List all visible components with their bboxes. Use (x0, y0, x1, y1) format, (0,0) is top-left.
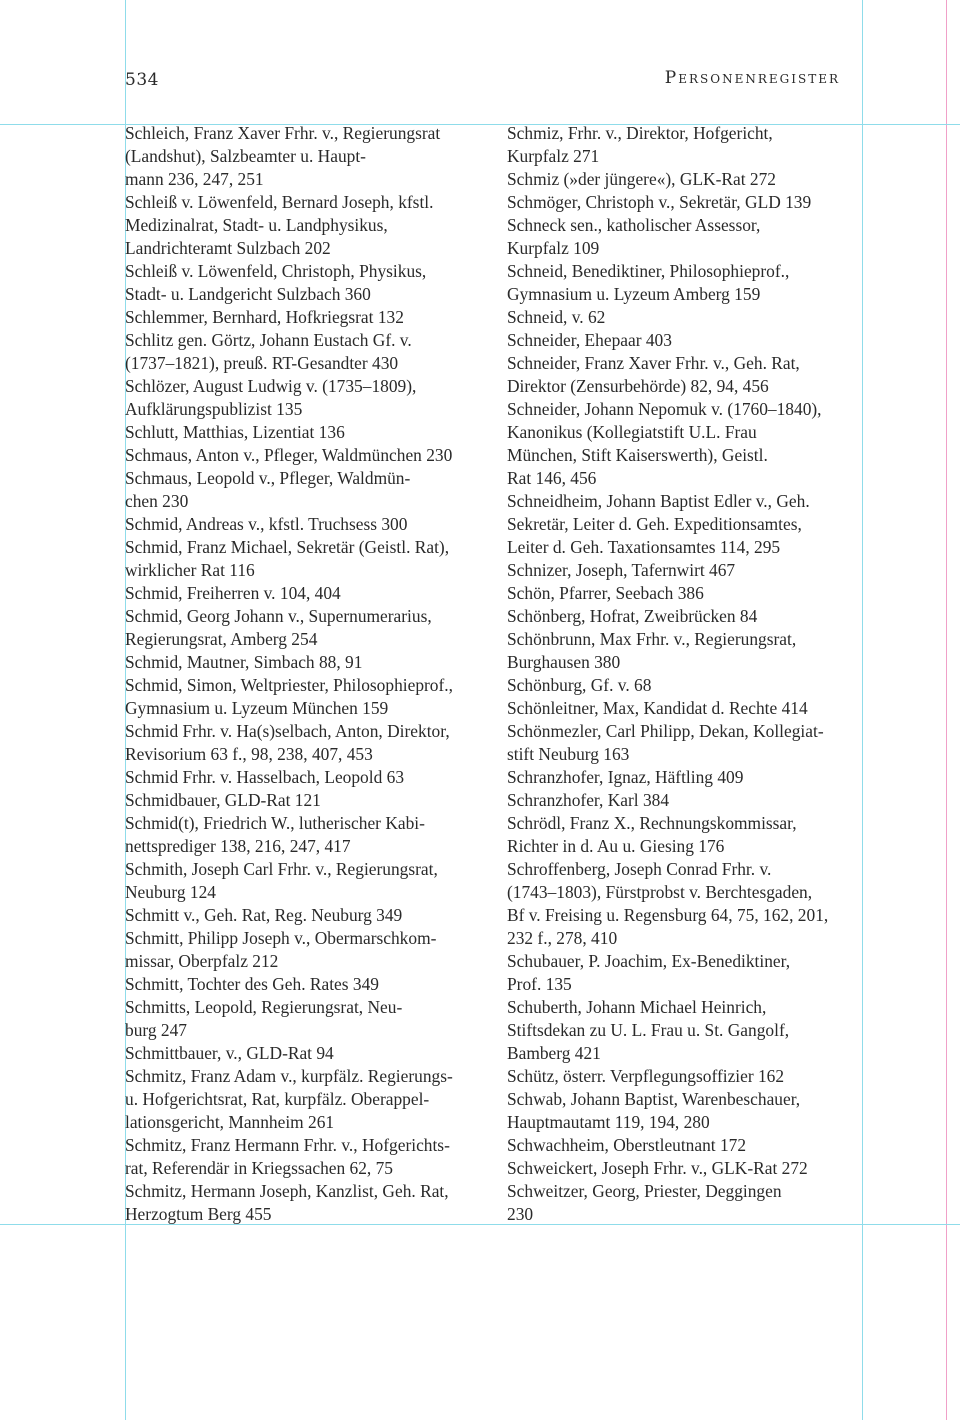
index-entry-line: Schnizer, Joseph, Tafernwirt 467 (507, 560, 736, 580)
index-entry-line: Schönbrunn, Max Frhr. v., Regierungsrat, (507, 629, 797, 649)
index-entry-line: Schön, Pfarrer, Seebach 386 (507, 583, 704, 603)
index-entry-line: Aufklärungspublizist 135 (125, 399, 303, 419)
index-entry-line: Schranzhofer, Karl 384 (507, 790, 670, 810)
index-entry-line: Schmitts, Leopold, Regierungsrat, Neu- (125, 997, 403, 1017)
index-entry-line: Schmitt v., Geh. Rat, Reg. Neuburg 349 (125, 905, 403, 925)
index-entry-line: Schlitz gen. Görtz, Johann Eustach Gf. v. (125, 330, 412, 350)
index-entry (125, 421, 485, 444)
index-entry-line: Landrichteramt Sulzbach 202 (125, 238, 331, 258)
index-entry-line: Schmith, Joseph Carl Frhr. v., Regierungsrat, (125, 859, 438, 879)
running-head: Personenregister (664, 68, 840, 88)
index-entry (507, 260, 863, 306)
index-entry-line: Schmitz, Hermann Joseph, Kanzlist, Geh. Rat, (125, 1181, 449, 1201)
index-entry-line: Burghausen 380 (507, 652, 621, 672)
index-entry (125, 812, 485, 858)
index-entry-line: Schmid Frhr. v. Hasselbach, Leopold 63 (125, 767, 405, 787)
index-entry (125, 191, 485, 260)
index-entry (125, 122, 485, 191)
index-entry-line: Schmitt, Philipp Joseph v., Obermarschkom- (125, 928, 437, 948)
index-entry-line: Direktor (Zensurbehörde) 82, 94, 456 (507, 376, 769, 396)
index-entry-line: Schmiz, Frhr. v., Direktor, Hofgericht, (507, 123, 773, 143)
index-entry (125, 674, 485, 720)
index-entry-line: mann 236, 247, 251 (125, 169, 264, 189)
index-entry-line: Schmaus, Anton v., Pfleger, Waldmünchen 230 (125, 445, 453, 465)
index-entry-line: (1737–1821), preuß. RT-Gesandter 430 (125, 353, 399, 373)
index-entry (125, 1065, 485, 1134)
index-entry-line: Revisorium 63 f., 98, 238, 407, 453 (125, 744, 373, 764)
index-entry-line: Schweickert, Joseph Frhr. v., GLK-Rat 272 (507, 1158, 808, 1178)
index-entry-line: Schütz, österr. Verpflegungsoffizier 162 (507, 1066, 785, 1086)
index-entry (507, 812, 863, 858)
index-entry-line: Schranzhofer, Ignaz, Häftling 409 (507, 767, 744, 787)
index-entry (507, 766, 863, 789)
index-entry (507, 950, 863, 996)
index-entry-line: München, Stift Kaiserswerth), Geistl. (507, 445, 768, 465)
index-entry (507, 605, 863, 628)
trim-guide-right (946, 0, 947, 1420)
index-entry-line: Schneider, Franz Xaver Frhr. v., Geh. Rat, (507, 353, 800, 373)
index-entry (125, 260, 485, 306)
index-entry-line: Schmid Frhr. v. Ha(s)selbach, Anton, Direktor, (125, 721, 450, 741)
index-entry (125, 858, 485, 904)
index-entry-line: Schmid, Simon, Weltpriester, Philosophieprof., (125, 675, 453, 695)
index-entry (507, 306, 863, 329)
index-entry-line: lationsgericht, Mannheim 261 (125, 1112, 335, 1132)
index-entry-line: Schmiz (»der jüngere«), GLK-Rat 272 (507, 169, 776, 189)
index-entry-line: burg 247 (125, 1020, 187, 1040)
index-entry-line: Schubauer, P. Joachim, Ex-Benediktiner, (507, 951, 791, 971)
index-entry-line: Richter in d. Au u. Giesing 176 (507, 836, 725, 856)
index-entry (125, 306, 485, 329)
index-entry-line: Schrödl, Franz X., Rechnungskommissar, (507, 813, 797, 833)
index-entry-line: Prof. 135 (507, 974, 572, 994)
index-entry (507, 559, 863, 582)
index-entry-line: Medizinalrat, Stadt- u. Landphysikus, (125, 215, 388, 235)
index-entry-line: Hauptmautamt 119, 194, 280 (507, 1112, 710, 1132)
index-entry (125, 766, 485, 789)
index-entry-line: Schmöger, Christoph v., Sekretär, GLD 139 (507, 192, 812, 212)
index-entry-line: Schönleitner, Max, Kandidat d. Rechte 414 (507, 698, 808, 718)
index-entry (125, 996, 485, 1042)
index-entry-line: Schwab, Johann Baptist, Warenbeschauer, (507, 1089, 801, 1109)
index-entry-line: Schroffenberg, Joseph Conrad Frhr. v. (507, 859, 772, 879)
index-entry-line: Schleiß v. Löwenfeld, Bernard Joseph, kfstl. (125, 192, 434, 212)
index-entry-line: (1743–1803), Fürstprobst v. Berchtesgaden, (507, 882, 813, 902)
index-entry (125, 927, 485, 973)
index-entry-line: Schmid, Andreas v., kfstl. Truchsess 300 (125, 514, 408, 534)
index-entry (125, 536, 485, 582)
index-entry-line: Schönmezler, Carl Philipp, Dekan, Kollegiat- (507, 721, 824, 741)
index-entry-line: Schlemmer, Bernhard, Hofkriegsrat 132 (125, 307, 404, 327)
index-entry (507, 697, 863, 720)
index-entry-line: Schmid, Freiherren v. 104, 404 (125, 583, 341, 603)
index-entry (125, 651, 485, 674)
index-entry (125, 444, 485, 467)
page-number: 534 (125, 70, 159, 90)
index-entry (507, 720, 863, 766)
index-entry (507, 628, 863, 674)
index-entry-line: Schmitz, Franz Hermann Frhr. v., Hofgerichts- (125, 1135, 450, 1155)
index-entry (507, 1180, 863, 1226)
index-entry (125, 582, 485, 605)
index-entry-line: rat, Referendär in Kriegssachen 62, 75 (125, 1158, 394, 1178)
index-entry (125, 513, 485, 536)
index-entry-line: u. Hofgerichtsrat, Rat, kurpfälz. Oberappel- (125, 1089, 430, 1109)
index-entry-line: Gymnasium u. Lyzeum München 159 (125, 698, 389, 718)
index-entry-line: Stiftsdekan zu U. L. Frau u. St. Gangolf, (507, 1020, 790, 1040)
index-entry-line: wirklicher Rat 116 (125, 560, 255, 580)
index-entry-line: Schlözer, August Ludwig v. (1735–1809), (125, 376, 417, 396)
index-entry-line: 232 f., 278, 410 (507, 928, 618, 948)
index-entry-line: Bf v. Freising u. Regensburg 64, 75, 162, 201, (507, 905, 829, 925)
index-entry (125, 329, 485, 375)
index-entry-line: Gymnasium u. Lyzeum Amberg 159 (507, 284, 761, 304)
index-entry (507, 191, 863, 214)
index-entry (507, 1134, 863, 1157)
index-entry (507, 398, 863, 490)
index-entry (507, 582, 863, 605)
index-entry (125, 720, 485, 766)
index-entry-line: Sekretär, Leiter d. Geh. Expeditionsamtes, (507, 514, 802, 534)
index-entry (507, 329, 863, 352)
index-entry-line: Schuberth, Johann Michael Heinrich, (507, 997, 767, 1017)
index-entry (507, 996, 863, 1065)
index-entry-line: Schönburg, Gf. v. 68 (507, 675, 652, 695)
index-entry-line: Schwachheim, Oberstleutnant 172 (507, 1135, 747, 1155)
index-entry-line: Schönberg, Hofrat, Zweibrücken 84 (507, 606, 758, 626)
index-entry (125, 1134, 485, 1180)
index-entry-line: Schmid, Franz Michael, Sekretär (Geistl. Rat), (125, 537, 450, 557)
index-entry-line: Regierungsrat, Amberg 254 (125, 629, 318, 649)
index-entry-line: Schmaus, Leopold v., Pfleger, Waldmün- (125, 468, 411, 488)
index-entry-line: Leiter d. Geh. Taxationsamtes 114, 295 (507, 537, 781, 557)
index-entry (507, 168, 863, 191)
index-entry (125, 904, 485, 927)
index-entry-line: Neuburg 124 (125, 882, 216, 902)
index-entry-line: nettsprediger 138, 216, 247, 417 (125, 836, 351, 856)
index-entry-line: missar, Oberpfalz 212 (125, 951, 279, 971)
index-entry (507, 1065, 863, 1088)
index-entry (125, 375, 485, 421)
index-entry-line: Kurpfalz 271 (507, 146, 600, 166)
index-entry (125, 973, 485, 996)
index-entry (507, 214, 863, 260)
index-entry (507, 674, 863, 697)
index-entry (507, 789, 863, 812)
index-entry-line: Kurpfalz 109 (507, 238, 600, 258)
index-entry-line: Rat 146, 456 (507, 468, 597, 488)
index-entry (125, 1042, 485, 1065)
index-entry-line: Schleiß v. Löwenfeld, Christoph, Physikus, (125, 261, 427, 281)
index-column-right (507, 122, 863, 1226)
index-entry-line: Herzogtum Berg 455 (125, 1204, 272, 1224)
index-entry (125, 1180, 485, 1226)
index-entry-line: Schweitzer, Georg, Priester, Deggingen (507, 1181, 782, 1201)
index-entry (507, 858, 863, 950)
index-entry (125, 789, 485, 812)
index-entry (507, 1088, 863, 1134)
index-entry-line: Bamberg 421 (507, 1043, 601, 1063)
index-entry-line: 230 (507, 1204, 534, 1224)
index-entry-line: Schleich, Franz Xaver Frhr. v., Regierungsrat (125, 123, 441, 143)
index-entry-line: Schmid, Georg Johann v., Supernumerarius, (125, 606, 432, 626)
index-entry-line: stift Neuburg 163 (507, 744, 630, 764)
index-column-left (125, 122, 485, 1226)
index-entry-line: Stadt- u. Landgericht Sulzbach 360 (125, 284, 371, 304)
index-entry-line: Schmid, Mautner, Simbach 88, 91 (125, 652, 363, 672)
index-entry-line: Schneid, v. 62 (507, 307, 606, 327)
index-entry-line: chen 230 (125, 491, 189, 511)
index-entry (125, 605, 485, 651)
index-entry (507, 352, 863, 398)
index-entry (507, 490, 863, 559)
index-entry (507, 122, 863, 168)
index-entry-line: Schmid(t), Friedrich W., lutherischer Kabi- (125, 813, 425, 833)
index-entry-line: Schneidheim, Johann Baptist Edler v., Geh. (507, 491, 810, 511)
index-entry-line: Schmitt, Tochter des Geh. Rates 349 (125, 974, 379, 994)
index-entry (507, 1157, 863, 1180)
index-entry (125, 467, 485, 513)
index-entry-line: Schmittbauer, v., GLD-Rat 94 (125, 1043, 334, 1063)
index-entry-line: Schneider, Ehepaar 403 (507, 330, 672, 350)
index-entry-line: Schneid, Benediktiner, Philosophieprof., (507, 261, 790, 281)
index-entry-line: Schmitz, Franz Adam v., kurpfälz. Regierungs- (125, 1066, 453, 1086)
index-entry-line: Schneck sen., katholischer Assessor, (507, 215, 761, 235)
index-entry-line: Schlutt, Matthias, Lizentiat 136 (125, 422, 345, 442)
index-entry-line: (Landshut), Salzbeamter u. Haupt- (125, 146, 366, 166)
index-entry-line: Schmidbauer, GLD-Rat 121 (125, 790, 321, 810)
index-entry-line: Kanonikus (Kollegiatstift U.L. Frau (507, 422, 757, 442)
index-entry-line: Schneider, Johann Nepomuk v. (1760–1840), (507, 399, 822, 419)
